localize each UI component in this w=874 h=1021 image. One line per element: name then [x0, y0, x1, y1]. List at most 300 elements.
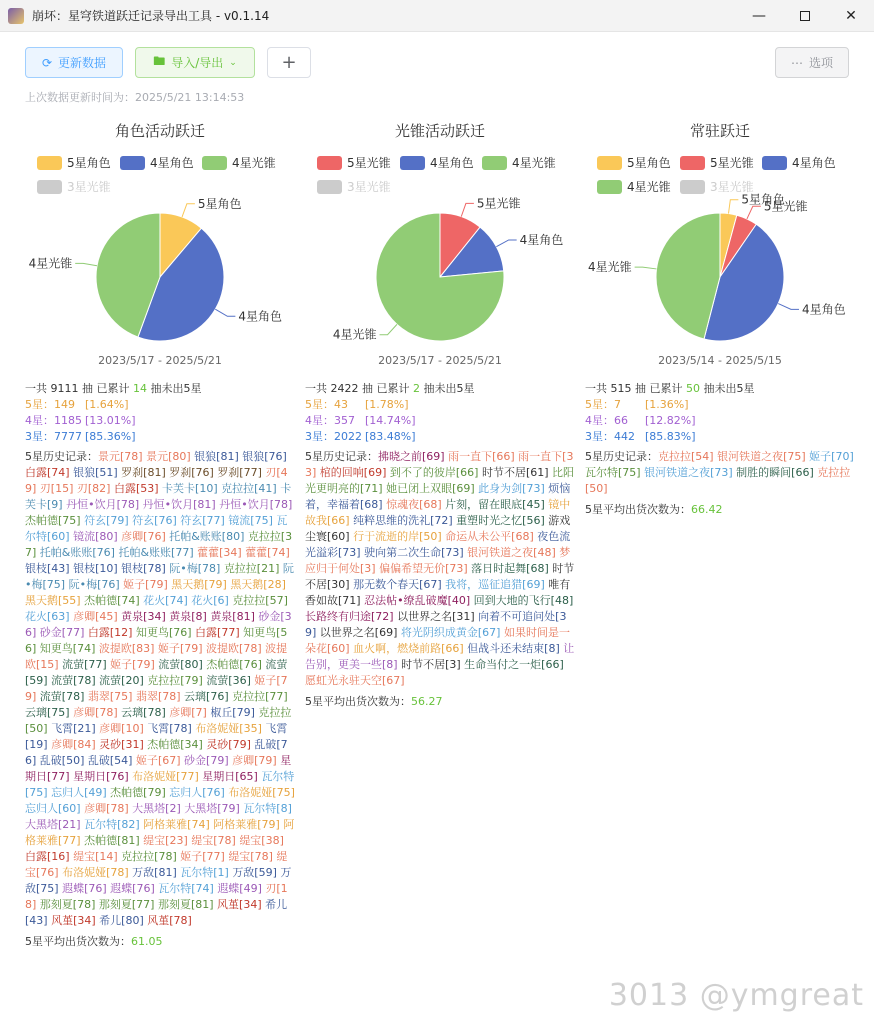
- history-entry: 大黑塔[79]: [184, 802, 244, 815]
- toolbar: [25, 47, 849, 79]
- history-entry: 刃[15]: [39, 482, 77, 495]
- history-entry: 布洛妮娅[78]: [62, 866, 133, 879]
- history-entry: 血火啊，燃烧前路[66]: [353, 642, 468, 655]
- history-entry: 刃[49]: [25, 466, 288, 495]
- legend-label: 4星光锥: [232, 156, 276, 170]
- add-account-button[interactable]: [267, 47, 311, 78]
- history-entry: 镜流[80]: [73, 530, 122, 543]
- total-summary: 一共 9111 抽 已累计 14 抽未出5星: [25, 382, 202, 395]
- history-entry: 乱破[54]: [87, 754, 136, 767]
- history-entry: 那刻夏[77]: [98, 898, 158, 911]
- history-entry: 希儿[43]: [25, 898, 288, 927]
- legend-swatch: [120, 156, 145, 170]
- pie-label: 5星角色: [197, 196, 242, 211]
- history-entry: 向着不可追问处[39]: [305, 610, 567, 639]
- rarity-stat: 4星：66 [12.82%]: [585, 414, 696, 427]
- title-bar: [0, 0, 874, 32]
- history-entry: 符玄[79]: [84, 514, 133, 527]
- legend-label: 4星角色: [792, 156, 836, 170]
- legend-swatch: [482, 156, 507, 170]
- pie-label-line: [635, 267, 657, 269]
- close-icon: ✕: [845, 8, 857, 24]
- close-button[interactable]: [828, 0, 874, 32]
- pity-count: 2: [413, 382, 420, 395]
- history-entry: 翡翠[78]: [135, 690, 185, 703]
- legend-item[interactable]: [597, 178, 671, 195]
- history-entry: 缇宝[23]: [143, 834, 192, 847]
- history-entry: 希儿[80]: [99, 914, 148, 927]
- more-icon: ⋯: [790, 55, 803, 70]
- pie-label: 4星角色: [519, 232, 564, 247]
- history-entry: 落日时起舞[68]: [471, 562, 553, 575]
- five-star-history: 5星历史记录：景元[78] 景元[80] 银狼[81] 银狼[76] 白露[74] 银狼[51] 罗刹[81] 罗刹[76] 罗刹[77] 刃[49] 刃[15] 刃[82] 白露[53] 卡芙卡[10] 克拉拉[41] 卡芙卡[9] 丹恒•饮月[78] 丹恒•饮月[81] 丹恒•饮月[78] 杰帕德[75] 符玄[79] 符玄[76] 符玄[77] 镜流[75] 瓦尔特[60] 镜流[80] 彦卿[76] 托帕&账账[80] 克拉拉[37] 托帕&账账[76] 托帕&账账[77] 藿藿[34] 藿藿[74] 银枝[43] 银枝[10] 银枝[78] 阮•梅[78] 克拉拉[21] 阮•梅[75] 阮•梅[76] 姬子[79] 黑天鹅[79] 黑天鹅[28] 黑天鹅[55] 杰帕德[74] 花火[74] 花火[6] 克拉拉[57] 花火[63] 彦卿[45] 黄泉[34] 黄泉[8] 黄泉[81] 砂金[36] 砂金[77] 白露[12] 知更鸟[76] 白露[77] 知更鸟[56] 知更鸟[74] 波提欧[83] 姬子[79] 波提欧[78] 波提欧[15] 流萤[77] 姬子[79] 流萤[80] 杰帕德[76] 流萤[59] 流萤[78] 流萤[20] 克拉拉[79] 流萤[36] 姬子[79] 流萤[78] 翡翠[75] 翡翠[78] 云璃[76] 克拉拉[77] 云璃[75] 彦卿[78] 云璃[78] 彦卿[7] 椒丘[79] 克拉拉[50] 飞霄[21] 彦卿[10] 飞霄[78] 布洛妮娅[35] 飞霄[19] 彦卿[84] 灵砂[31] 杰帕德[34] 灵砂[79] 乱破[76] 乱破[50] 乱破[54] 姬子[67] 砂金[79] 彦卿[79] 星期日[77] 星期日[76] 布洛妮娅[77] 星期日[65] 瓦尔特[75] 忘归人[49] 杰帕德[79] 忘归人[76] 布洛妮娅[75] 忘归人[60] 彦卿[78] 大黑塔[2] 大黑塔[79] 瓦尔特[8] 大黑塔[21] 瓦尔特[82] 阿格莱雅[74] 阿格莱雅[79] 阿格莱雅[77] 杰帕德[81] 缇宝[23] 缇宝[78] 缇宝[38] 白露[16] 缇宝[14] 克拉拉[78] 姬子[77] 缇宝[78] 缇宝[76] 布洛妮娅[78] 万敌[81] 瓦尔特[1] 万敌[59] 万敌[75] 遐蝶[76] 遐蝶[76] 瓦尔特[74] 遐蝶[49] 刃[18] 那刻夏[78] 那刻夏[77] 那刻夏[81] 风堇[34] 希儿[43] 风堇[34] 希儿[80] 风堇[78]: [25, 450, 295, 927]
- last-update-time: 上次数据更新时间为：2025/5/21 13:14:53: [25, 91, 245, 104]
- legend-swatch: [597, 180, 622, 194]
- history-entry: 彦卿[78]: [73, 706, 122, 719]
- total-count: 2422: [330, 382, 359, 395]
- history-entry: 那刻夏[81]: [157, 898, 218, 911]
- history-entry: 如果时间是一朵花[60]: [305, 626, 570, 655]
- rarity-stat: 4星：357 [14.74%]: [305, 414, 416, 427]
- options-label: 选项: [808, 56, 833, 70]
- legend-swatch: [37, 156, 62, 170]
- options-button[interactable]: [775, 47, 849, 78]
- rarity-stat: 5星：149 [1.64%]: [25, 398, 129, 411]
- legend-item[interactable]: [317, 178, 391, 195]
- history-entry: 丹恒•饮月[81]: [142, 498, 220, 511]
- chart-title: 常驻跃迁: [689, 122, 750, 140]
- history-entry: 忘归人[60]: [25, 802, 85, 815]
- history-entry: 克拉拉[50]: [585, 466, 851, 495]
- history-entry: 波提欧[78]: [206, 642, 266, 655]
- pie-label-line: [496, 240, 516, 247]
- legend-swatch: [680, 180, 705, 194]
- history-entry: 飞霄[78]: [147, 722, 196, 735]
- history-entry: 克拉拉[79]: [147, 674, 207, 687]
- legend-swatch: [400, 156, 425, 170]
- history-entry: 缇宝[78]: [228, 850, 277, 863]
- history-entry: 阿格莱雅[79]: [213, 818, 284, 831]
- history-entry: 克拉拉[54]: [658, 450, 718, 463]
- history-entry: 克拉拉[77]: [232, 690, 288, 703]
- history-entry: 姬子[67]: [135, 754, 185, 767]
- rarity-stat: 3星：442 [85.83%]: [585, 430, 696, 443]
- legend-label: 5星光锥: [710, 156, 754, 170]
- pie-label-line: [75, 263, 97, 265]
- history-entry: 罗刹[81]: [121, 466, 170, 479]
- history-entry: 命运从未公平[68]: [445, 530, 538, 543]
- history-entry: 阿格莱雅[77]: [25, 818, 295, 847]
- history-entry: 黑天鹅[79]: [171, 578, 231, 591]
- history-entry: 遐蝶[49]: [217, 882, 266, 895]
- history-entry: 飞霄[19]: [25, 722, 288, 751]
- refresh-label: 更新数据: [58, 56, 107, 70]
- pie-chart: [25, 196, 295, 352]
- history-entry: 符玄[77]: [180, 514, 229, 527]
- history-entry: 银河铁道之夜[73]: [644, 466, 737, 479]
- history-entry: 白露[77]: [195, 626, 244, 639]
- date-range: 2023/5/17 - 2025/5/21: [98, 354, 222, 367]
- pool-column: [585, 118, 855, 518]
- history-entry: 杰帕德[76]: [206, 658, 266, 671]
- history-entry: 布洛妮娅[77]: [132, 770, 203, 783]
- pool-column: [25, 118, 295, 950]
- history-entry: 彦卿[10]: [99, 722, 148, 735]
- history-entry: 大黑塔[2]: [132, 802, 185, 815]
- history-entry: 缇宝[78]: [191, 834, 240, 847]
- legend-swatch: [762, 156, 787, 170]
- history-entry: 惊魂夜[68]: [386, 498, 446, 511]
- history-entry: 大黑塔[21]: [25, 818, 85, 831]
- history-entry: 星期日[76]: [73, 770, 133, 783]
- history-entry: 星期日[77]: [25, 754, 292, 783]
- average-pulls: 5星平均出货次数为：66.42: [585, 503, 723, 516]
- pie-label-line: [215, 309, 235, 316]
- history-entry: 遐蝶[76]: [62, 882, 111, 895]
- history-entry: 彦卿[79]: [232, 754, 281, 767]
- history-entry: 我将，巡征追猎[69]: [445, 578, 549, 591]
- legend-item[interactable]: [400, 154, 474, 171]
- rarity-stat: 4星：1185 [13.01%]: [25, 414, 136, 427]
- history-entry: 花火[63]: [25, 610, 74, 623]
- history-entry: 时节不居[61]: [481, 466, 553, 479]
- history-entry: 知更鸟[74]: [39, 642, 99, 655]
- refresh-icon: ⟳: [41, 55, 53, 70]
- history-entry: 云璃[76]: [184, 690, 233, 703]
- history-entry: 愿虹光永驻天空[67]: [305, 674, 405, 687]
- pie-label-line: [778, 304, 799, 310]
- legend-swatch: [37, 180, 62, 194]
- history-entry: 布洛妮娅[75]: [228, 786, 295, 799]
- history-entry: 银狼[51]: [73, 466, 122, 479]
- history-entry: 以世界之名[69]: [319, 626, 401, 639]
- history-entry: 景元[80]: [146, 450, 195, 463]
- history-entry: 砂金[36]: [25, 610, 292, 639]
- plus-icon: +: [281, 52, 297, 73]
- history-entry: 到不了的彼岸[66]: [389, 466, 482, 479]
- legend-label: 4星角色: [150, 156, 194, 170]
- legend-item[interactable]: [317, 154, 391, 171]
- history-entry: 波提欧[15]: [25, 642, 288, 671]
- history-entry: 唯有香如故[71]: [305, 578, 571, 607]
- history-entry: 黑天鹅[28]: [230, 578, 286, 591]
- history-entry: 让告别，更美一些[8]: [305, 642, 575, 671]
- history-entry: 刃[82]: [76, 482, 114, 495]
- legend-label: 4星光锥: [512, 156, 556, 170]
- legend-item[interactable]: [202, 154, 276, 171]
- history-entry: 飞霄[21]: [51, 722, 100, 735]
- history-entry: 缇宝[14]: [73, 850, 122, 863]
- average-pulls: 5星平均出货次数为：56.27: [305, 695, 443, 708]
- history-entry: 偏偏希望无价[73]: [379, 562, 472, 575]
- history-entry: 烦恼着，幸福着[68]: [305, 482, 571, 511]
- history-entry: 灵砂[79]: [206, 738, 255, 751]
- history-entry: 瓦尔特[74]: [158, 882, 218, 895]
- history-entry: 星期日[65]: [202, 770, 262, 783]
- legend-item[interactable]: [37, 154, 111, 171]
- history-entry: 克拉拉[57]: [232, 594, 288, 607]
- history-entry: 忘归人[76]: [169, 786, 229, 799]
- history-entry: 姬子[70]: [809, 450, 854, 463]
- history-entry: 杰帕德[81]: [84, 834, 144, 847]
- history-entry: 彦卿[78]: [84, 802, 133, 815]
- history-entry: 银狼[81]: [194, 450, 243, 463]
- history-entry: 瓦尔特[8]: [243, 802, 292, 815]
- legend-item[interactable]: [680, 154, 754, 171]
- history-entry: 丹恒•饮月[78]: [66, 498, 143, 511]
- history-entry: 银枝[78]: [121, 562, 170, 575]
- legend-item[interactable]: [482, 154, 556, 171]
- chevron-down-icon: ⌄: [229, 57, 237, 68]
- average-pulls: 5星平均出货次数为：61.05: [25, 935, 163, 948]
- history-entry: 知更鸟[56]: [25, 626, 288, 655]
- pie-label-line: [182, 204, 195, 217]
- watermark: 3013 @ymgreat: [608, 978, 864, 1013]
- history-entry: 流萤[78]: [51, 674, 100, 687]
- history-entry: 丹恒•饮月[78]: [219, 498, 293, 511]
- rarity-stat: 5星：7 [1.36%]: [585, 398, 689, 411]
- history-entry: 白露[12]: [87, 626, 136, 639]
- history-entry: 棺的回响[69]: [319, 466, 390, 479]
- history-entry: 此身为剑[73]: [478, 482, 549, 495]
- total-summary: 一共 2422 抽 已累计 2 抽未出5星: [305, 382, 475, 395]
- pity-count: 50: [686, 382, 700, 395]
- history-entry: 游戏尘寰[60]: [305, 514, 571, 543]
- history-entry: 藿藿[34]: [197, 546, 246, 559]
- history-entry: 克拉拉[50]: [25, 706, 292, 735]
- history-entry: 瓦尔特[75]: [585, 466, 645, 479]
- rarity-stat: 5星：43 [1.78%]: [305, 398, 409, 411]
- history-entry: 万敌[81]: [132, 866, 181, 879]
- chart-title: 光锥活动跃迁: [394, 122, 485, 140]
- history-entry: 忍法帖•缭乱破魔[40]: [364, 594, 474, 607]
- history-entry: 乱破[50]: [39, 754, 88, 767]
- history-entry: 瓦尔特[1]: [180, 866, 233, 879]
- history-entry: 银河铁道之夜[48]: [467, 546, 560, 559]
- pie-label: 4星光锥: [332, 327, 377, 342]
- five-star-history: 5星历史记录：克拉拉[54] 银河铁道之夜[75] 姬子[70] 瓦尔特[75] 银河铁道之夜[73] 制胜的瞬间[66] 克拉拉[50]: [585, 450, 854, 495]
- history-entry: 克拉拉[21]: [223, 562, 283, 575]
- history-entry: 彦卿[45]: [73, 610, 122, 623]
- history-entry: 姬子[79]: [123, 578, 172, 591]
- pie-label: 4星光锥: [587, 260, 632, 275]
- window-title: 崩坏：星穹铁道跃迁记录导出工具 - v0.1.14: [32, 9, 270, 23]
- legend-swatch: [202, 156, 227, 170]
- refresh-data-button[interactable]: [25, 47, 123, 78]
- history-entry: 缇宝[76]: [25, 850, 288, 879]
- history-entry: 白露[53]: [113, 482, 163, 495]
- chart-legend: [305, 154, 575, 202]
- history-entry: 克拉拉[41]: [221, 482, 281, 495]
- total-count: 9111: [50, 382, 79, 395]
- history-entry: 遐蝶[76]: [110, 882, 159, 895]
- history-entry: 罗刹[76]: [169, 466, 218, 479]
- legend-swatch: [317, 180, 342, 194]
- history-entry: 回到大地的飞行[48]: [473, 594, 574, 607]
- history-entry: 万敌[75]: [25, 866, 292, 895]
- window-controls: [736, 0, 874, 32]
- history-entry: 流萤[77]: [62, 658, 111, 671]
- app-icon: [8, 8, 24, 24]
- pie-label-line: [747, 206, 761, 219]
- history-entry: 时节不居[30]: [305, 562, 575, 591]
- history-entry: 流萤[20]: [99, 674, 148, 687]
- history-entry: 雨一直下[66]: [448, 450, 519, 463]
- date-range: 2023/5/17 - 2025/5/21: [378, 354, 502, 367]
- rarity-stat: 3星：7777 [85.36%]: [25, 430, 136, 443]
- legend-label: 3星光锥: [710, 180, 754, 194]
- pie-label: 5星光锥: [763, 199, 808, 214]
- history-entry: 姬子[79]: [25, 674, 288, 703]
- history-entry: 驶向第二次生命[73]: [364, 546, 468, 559]
- pie-label: 4星角色: [238, 309, 283, 324]
- history-entry: 流萤[78]: [39, 690, 88, 703]
- history-entry: 姬子[79]: [110, 658, 159, 671]
- legend-item[interactable]: [680, 178, 754, 195]
- history-entry: 杰帕德[74]: [84, 594, 144, 607]
- history-entry: 流萤[59]: [25, 658, 288, 687]
- history-entry: 托帕&账账[77]: [118, 546, 198, 559]
- history-entry: 重塑时光之忆[56]: [456, 514, 549, 527]
- pool-column: [305, 118, 575, 710]
- legend-label: 4星角色: [430, 156, 474, 170]
- minimize-button[interactable]: [736, 0, 782, 32]
- legend-label: 5星光锥: [347, 156, 391, 170]
- history-entry: 云璃[78]: [121, 706, 170, 719]
- history-entry: 符玄[76]: [132, 514, 181, 527]
- history-entry: 彦卿[76]: [121, 530, 170, 543]
- history-entry: 镜中故我[66]: [305, 498, 571, 527]
- legend-swatch: [680, 156, 705, 170]
- history-entry: 银枝[43]: [25, 562, 74, 575]
- history-entry: 黄泉[34]: [121, 610, 170, 623]
- history-entry: 长路终有归途[72]: [305, 610, 398, 623]
- legend-label: 5星角色: [67, 156, 111, 170]
- history-entry: 万敌[59]: [232, 866, 281, 879]
- minimize-icon: —: [752, 8, 766, 24]
- history-entry: 以世界之名[31]: [397, 610, 479, 623]
- history-entry: 风堇[34]: [51, 914, 100, 927]
- history-entry: 姬子[77]: [180, 850, 229, 863]
- history-entry: 杰帕德[34]: [147, 738, 207, 751]
- history-entry: 银河铁道之夜[75]: [717, 450, 810, 463]
- import-export-button[interactable]: [135, 47, 255, 78]
- pie-label: 4星角色: [801, 302, 846, 317]
- legend-swatch: [317, 156, 342, 170]
- history-entry: 制胜的瞬间[66]: [736, 466, 818, 479]
- history-entry: 流萤[80]: [158, 658, 207, 671]
- history-entry: 忘归人[49]: [51, 786, 111, 799]
- legend-label: 3星光锥: [347, 180, 391, 194]
- history-entry: 缇宝[38]: [239, 834, 284, 847]
- history-entry: 但战斗还未结束[8]: [467, 642, 564, 655]
- date-range: 2023/5/14 - 2025/5/15: [658, 354, 782, 367]
- pie-label-line: [461, 203, 474, 216]
- legend-label: 5星角色: [627, 156, 671, 170]
- history-entry: 将光阴织成黄金[67]: [400, 626, 504, 639]
- history-entry: 阮•梅[75]: [25, 562, 294, 591]
- history-entry: 黄泉[81]: [210, 610, 259, 623]
- history-entry: 布洛妮娅[35]: [195, 722, 266, 735]
- history-entry: 她已闭上双眼[69]: [386, 482, 479, 495]
- chart-legend: [25, 154, 295, 202]
- history-entry: 银狼[76]: [242, 450, 287, 463]
- history-entry: 拂晓之前[69]: [378, 450, 449, 463]
- pity-count: 14: [133, 382, 147, 395]
- history-entry: 花火[6]: [191, 594, 233, 607]
- history-entry: 镜流[75]: [228, 514, 277, 527]
- history-entry: 乱破[76]: [25, 738, 288, 767]
- history-entry: 花火[74]: [143, 594, 192, 607]
- history-entry: 灵砂[31]: [99, 738, 148, 751]
- pie-chart: [305, 196, 575, 352]
- history-entry: 瓦尔特[82]: [84, 818, 144, 831]
- history-entry: 纯粹思维的洗礼[72]: [353, 514, 457, 527]
- chart-legend: [585, 154, 855, 202]
- history-entry: 瓦尔特[75]: [25, 770, 295, 799]
- history-entry: 风堇[34]: [217, 898, 266, 911]
- history-entry: 黑天鹅[55]: [25, 594, 85, 607]
- history-entry: 波提欧[83]: [98, 642, 158, 655]
- import-export-label: 导入/导出: [171, 56, 224, 70]
- total-count: 515: [610, 382, 632, 395]
- history-entry: 夜色流光溢彩[73]: [305, 530, 571, 559]
- folder-icon: 🖿: [153, 54, 166, 68]
- history-entry: 砂金[77]: [39, 626, 88, 639]
- chart-title: 角色活动跃迁: [114, 122, 205, 140]
- five-star-history: 5星历史记录：拂晓之前[69] 雨一直下[66] 雨一直下[33] 棺的回响[69] 到不了的彼岸[66] 时节不居[61] 比阳光更明亮的[71] 她已闭上双眼[69] 此身为剑[73] 烦恼着，幸福着[68] 惊魂夜[68] 片刻，留在眼底[45] 镜中故我[66] 纯粹思维的洗礼[72] 重塑时光之忆[56] 游戏尘寰[60] 行于流逝的岸[50] 命运从未公平[68] 夜色流光溢彩[73] 驶向第二次生命[73] 银河铁道之夜[48] 梦应归于何处[3] 偏偏希望无价[73] 落日时起舞[68] 时节不居[30] 那无数个春天[67] 我将，巡征追猎[69] 唯有香如故[71] 忍法帖•缭乱破魔[40] 回到大地的飞行[48] 长路终有归途[72] 以世界之名[31] 向着不可追问处[39] 以世界之名[69] 将光阴织成黄金[67] 如果时间是一朵花[60] 血火啊，燃烧前路[66] 但战斗还未结束[8] 让告别，更美一些[8] 时节不居[3] 生命当付之一炬[66] 愿虹光永驻天空[67]: [305, 450, 575, 687]
- history-entry: 那刻夏[78]: [39, 898, 99, 911]
- pie-label-line: [380, 324, 397, 334]
- legend-item[interactable]: [120, 154, 194, 171]
- history-entry: 姬子[79]: [157, 642, 207, 655]
- maximize-button[interactable]: [782, 0, 828, 32]
- pie-label: 5星光锥: [476, 196, 521, 211]
- history-entry: 杰帕德[75]: [25, 514, 85, 527]
- history-entry: 景元[78]: [98, 450, 147, 463]
- legend-item[interactable]: [597, 154, 671, 171]
- history-entry: 那无数个春天[67]: [353, 578, 446, 591]
- history-entry: 克拉拉[37]: [25, 530, 293, 559]
- history-entry: 片刻，留在眼底[45]: [445, 498, 549, 511]
- history-entry: 杰帕德[79]: [110, 786, 170, 799]
- history-entry: 白露[74]: [25, 466, 74, 479]
- history-entry: 阮•梅[78]: [169, 562, 224, 575]
- history-entry: 雨一直下[33]: [305, 450, 574, 479]
- history-entry: 刃[18]: [25, 882, 288, 911]
- history-entry: 翡翠[75]: [87, 690, 136, 703]
- legend-item[interactable]: [37, 178, 111, 195]
- history-entry: 藿藿[74]: [245, 546, 290, 559]
- pie-chart: [585, 192, 855, 352]
- history-entry: 梦应归于何处[3]: [305, 546, 571, 575]
- history-entry: 时节不居[3]: [401, 658, 465, 671]
- pie-label: 5星角色: [741, 192, 785, 207]
- history-entry: 瓦尔特[60]: [25, 514, 288, 543]
- history-entry: 椒丘[79]: [210, 706, 259, 719]
- legend-item[interactable]: [762, 154, 836, 171]
- history-entry: 阮•梅[76]: [68, 578, 124, 591]
- rarity-stat: 3星：2022 [83.48%]: [305, 430, 416, 443]
- history-entry: 比阳光更明亮的[71]: [305, 466, 575, 495]
- history-entry: 彦卿[84]: [51, 738, 100, 751]
- pie-label: 4星光锥: [28, 256, 73, 271]
- legend-label: 4星光锥: [627, 180, 671, 194]
- history-entry: 黄泉[8]: [169, 610, 211, 623]
- history-entry: 克拉拉[78]: [121, 850, 181, 863]
- history-entry: 白露[16]: [25, 850, 74, 863]
- legend-label: 3星光锥: [67, 180, 111, 194]
